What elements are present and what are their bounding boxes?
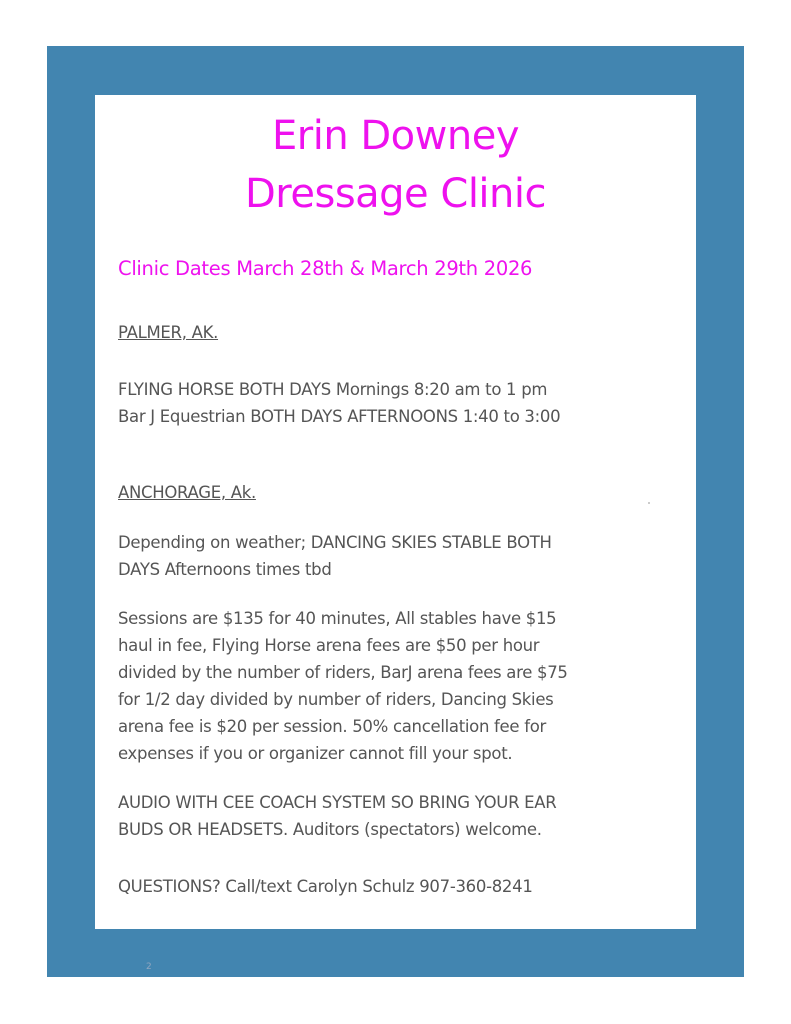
anchorage-heading: ANCHORAGE, Ak. [118, 483, 256, 502]
palmer-line-1: FLYING HORSE BOTH DAYS Mornings 8:20 am to 1 pm [118, 380, 548, 399]
anchorage-line-1: Depending on weather; DANCING SKIES STABLE BOTH [118, 533, 552, 552]
sessions-line-5: arena fee is $20 per session. 50% cancellation fee for [118, 717, 546, 736]
clinic-dates: Clinic Dates March 28th & March 29th 2026 [118, 257, 533, 280]
sessions-line-6: expenses if you or organizer cannot fill your spot. [118, 744, 513, 763]
flyer-title-line-2: Dressage Clinic [245, 171, 546, 217]
anchorage-line-2: DAYS Afternoons times tbd [118, 560, 332, 579]
palmer-line-2: Bar J Equestrian BOTH DAYS AFTERNOONS 1:40 to 3:00 [118, 407, 561, 426]
audio-line-1: AUDIO WITH CEE COACH SYSTEM SO BRING YOUR EAR [118, 793, 557, 812]
sessions-line-1: Sessions are $135 for 40 minutes, All stables have $15 [118, 609, 557, 628]
questions-contact: QUESTIONS? Call/text Carolyn Schulz 907-360-8241 [118, 877, 533, 896]
sessions-line-3: divided by the number of riders, BarJ arena fees are $75 [118, 663, 568, 682]
sessions-line-2: haul in fee, Flying Horse arena fees are $50 per hour [118, 636, 540, 655]
audio-line-2: BUDS OR HEADSETS. Auditors (spectators) welcome. [118, 820, 542, 839]
stray-dot [648, 502, 650, 504]
page-number: 2 [146, 962, 152, 972]
sessions-line-4: for 1/2 day divided by number of riders, Dancing Skies [118, 690, 554, 709]
palmer-heading: PALMER, AK. [118, 323, 219, 342]
flyer-title-line-1: Erin Downey [271, 113, 520, 159]
